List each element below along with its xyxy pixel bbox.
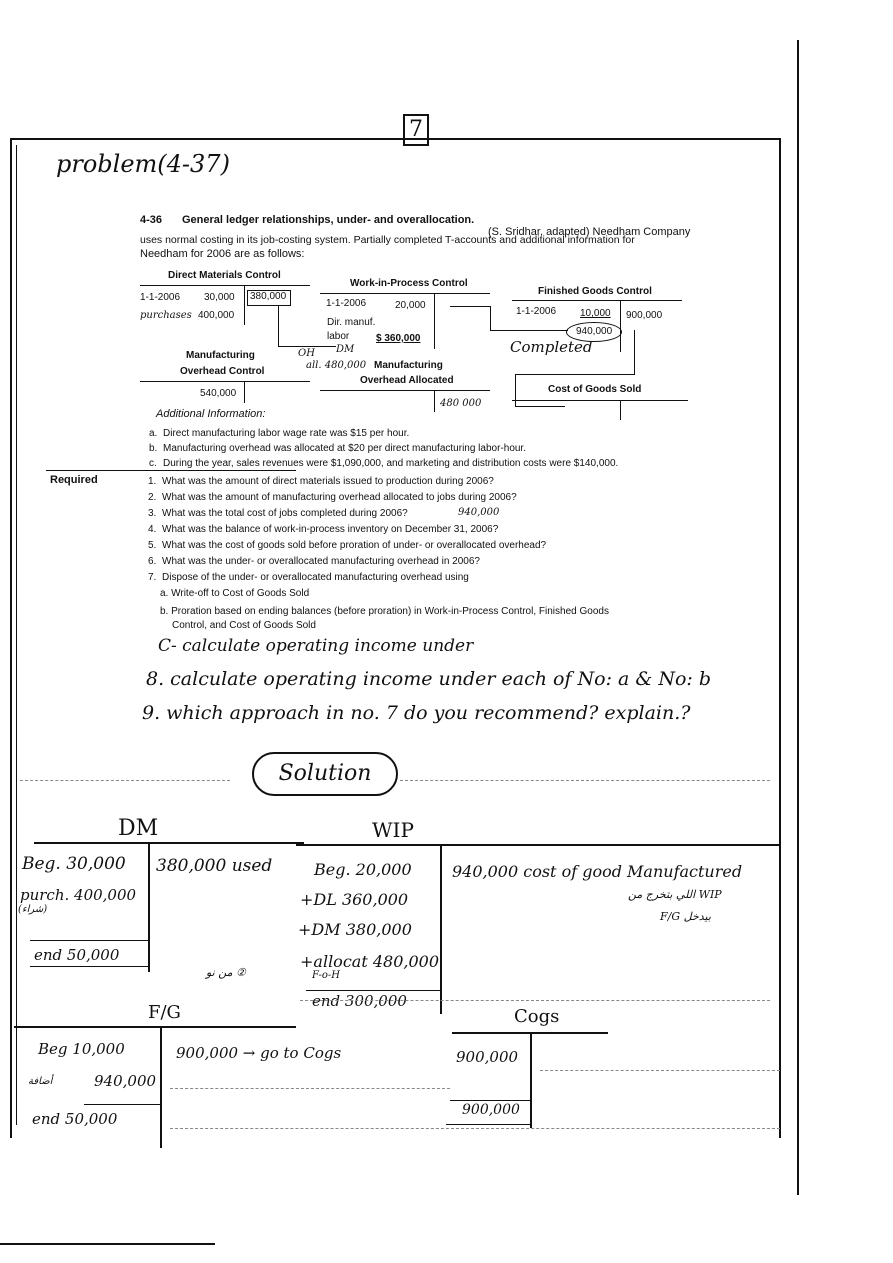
moh-allocated-title2: Overhead Allocated	[360, 375, 454, 386]
wip-to-fg-arrow-v	[490, 306, 491, 330]
dm-purchases-value: 400,000	[198, 310, 235, 321]
sol-cogs-t-stem	[530, 1034, 532, 1128]
sol-cogs-value: 900,000	[456, 1048, 519, 1066]
noise-line	[300, 1000, 770, 1001]
required-1-num: 1.	[148, 476, 157, 487]
sol-wip-arabic2: F/G بيدخل	[660, 910, 711, 923]
required-5: What was the cost of goods sold before proration of under- or overallocated overhead?	[162, 540, 547, 551]
page-number: 7	[403, 114, 429, 146]
dm-credit-value: 380,000	[250, 291, 287, 302]
required-hand-8: 8. calculate operating income under each of No: a & No: b	[146, 668, 712, 690]
problem-number: 4-36	[140, 214, 163, 226]
required-3-num: 3.	[148, 508, 157, 519]
dm-to-wip-arrow	[278, 306, 279, 346]
fg-completed-value: 940,000	[576, 326, 613, 337]
noise-line	[170, 1088, 450, 1089]
dm-beg-value: 30,000	[204, 292, 235, 303]
problem-title: problem(4-37)	[56, 150, 230, 178]
required-hand-c: C- calculate operating income under	[158, 636, 474, 656]
sol-fg-end: end 50,000	[32, 1110, 118, 1128]
sol-cogs-total: 900,000	[462, 1102, 520, 1118]
sol-cogs-sum-line	[450, 1100, 530, 1101]
wip-dl-label: Dir. manuf.	[327, 317, 376, 328]
moh-control-t-top	[140, 381, 310, 382]
moh-control-t-stem	[244, 381, 245, 403]
sol-wip-end: end 300,000	[312, 992, 407, 1010]
problem-heading-tail: (S. Sridhar, adapted) Needham Company	[488, 226, 691, 238]
noise-line	[170, 1128, 780, 1129]
page-right-edge	[797, 40, 799, 1195]
additional-item-a-letter: a.	[149, 428, 158, 439]
page-left-rule-2	[16, 145, 17, 1125]
wip-account-title: Work-in-Process Control	[350, 278, 468, 289]
required-rule	[46, 470, 296, 471]
sol-fg-beg: Beg 10,000	[38, 1040, 125, 1058]
dm-beg-label: 1-1-2006	[140, 292, 181, 303]
required-2: What was the amount of manufacturing overhead allocated to jobs during 2006?	[162, 492, 517, 503]
wip-alloc-note: all. 480,000	[306, 360, 367, 371]
sol-cogs-total-line	[446, 1124, 530, 1125]
required-1: What was the amount of direct materials issued to production during 2006?	[162, 476, 494, 487]
sol-wip-alloc: +allocat 480,000	[300, 952, 439, 971]
additional-item-c-letter: c.	[149, 458, 157, 469]
sol-wip-t-stem	[440, 844, 442, 1014]
additional-item-b: Manufacturing overhead was allocated at $20 per direct manufacturing labor-hour.	[163, 443, 526, 454]
required-7b-line2: Control, and Cost of Goods Sold	[172, 620, 316, 631]
sol-dm-title: DM	[118, 816, 159, 841]
sol-wip-foh: F-o-H	[312, 970, 340, 981]
noise-line	[20, 780, 230, 781]
required-hand-9: 9. which approach in no. 7 do you recommend? explain.?	[142, 702, 691, 724]
solution-title: Solution	[252, 752, 398, 796]
sol-dm-sum-line	[30, 940, 148, 941]
sol-wip-dm: +DM 380,000	[298, 920, 412, 939]
required-6: What was the under- or overallocated manufacturing overhead in 2006?	[162, 556, 480, 567]
moh-control-title2: Overhead Control	[180, 366, 265, 377]
sol-dm-arabic: (شراء)	[18, 904, 48, 915]
required-7-num: 7.	[148, 572, 157, 583]
noise-line	[400, 780, 770, 781]
sol-dm-end: end 50,000	[34, 946, 120, 964]
problem-intro-line2: uses normal costing in its job-costing system. Partially completed T-accounts and additional information for	[140, 234, 635, 246]
fg-account-title: Finished Goods Control	[538, 286, 652, 297]
problem-intro-line3: Needham for 2006 are as follows:	[140, 248, 305, 260]
required-7b-line1: b. Proration based on ending balances (before proration) in Work-in-Process Control, Finished Goods	[160, 606, 609, 617]
wip-oh-note: OH	[298, 348, 315, 359]
additional-item-b-letter: b.	[149, 443, 158, 454]
fg-credit-value: 900,000	[626, 310, 663, 321]
fg-to-cogs-arrow	[634, 330, 635, 374]
cogs-t-top	[512, 400, 688, 401]
dm-credit-boxed	[247, 290, 291, 306]
moh-allocated-t-stem	[434, 390, 435, 412]
fg-to-cogs-arrow-h2	[515, 406, 565, 407]
moh-control-title1: Manufacturing	[186, 350, 255, 361]
sol-dm-t-stem	[148, 842, 150, 972]
wip-t-stem	[434, 293, 435, 349]
required-5-num: 5.	[148, 540, 157, 551]
sol-wip-cogm: 940,000 cost of good Manufactured	[452, 862, 743, 881]
dm-t-stem	[244, 285, 245, 325]
moh-control-value: 540,000	[200, 388, 237, 399]
page-right-rule	[779, 138, 781, 1138]
page-top-rule	[10, 138, 780, 140]
sol-wip-sum-line	[306, 990, 440, 991]
sol-dm-used: 380,000 used	[156, 856, 273, 876]
problem-heading: General ledger relationships, under- and overallocation.	[182, 214, 475, 226]
fg-to-cogs-arrow-h	[515, 374, 635, 375]
wip-labor-label: labor	[327, 331, 350, 342]
sol-fg-title: F/G	[148, 1002, 181, 1023]
required-4: What was the balance of work-in-process inventory on December 31, 2006?	[162, 524, 499, 535]
wip-beg-value: 20,000	[395, 300, 426, 311]
moh-allocated-t-top	[320, 390, 490, 391]
dm-to-wip-arrow-h	[278, 346, 336, 347]
fg-completed-note: Completed	[510, 338, 593, 356]
cogs-account-title: Cost of Goods Sold	[548, 384, 642, 395]
sol-fg-add: 940,000	[94, 1072, 157, 1090]
page-left-rule	[10, 138, 12, 1138]
wip-beg-label: 1-1-2006	[326, 298, 367, 309]
sol-dm-t-top	[34, 842, 304, 844]
sol-wip-title: WIP	[372, 818, 414, 842]
sol-dm-beg: Beg. 30,000	[22, 854, 126, 874]
sol-wip-note: من نو ②	[206, 966, 246, 979]
fg-t-stem	[620, 300, 621, 352]
wip-to-fg-arrow-h2	[490, 330, 568, 331]
wip-labor-value: $ 360,000	[376, 333, 421, 344]
required-2-num: 2.	[148, 492, 157, 503]
sol-wip-dl: +DL 360,000	[300, 890, 409, 909]
additional-heading: Additional Information:	[156, 408, 266, 420]
required-7: Dispose of the under- or overallocated manufacturing overhead using	[162, 572, 469, 583]
wip-to-fg-arrow-h	[450, 306, 490, 307]
cogs-t-stem	[620, 400, 621, 420]
required-3-answer: 940,000	[458, 507, 500, 518]
required-3: What was the total cost of jobs completed during 2006?	[162, 508, 408, 519]
fg-beg-label: 1-1-2006	[516, 306, 557, 317]
additional-item-c: During the year, sales revenues were $1,090,000, and marketing and distribution costs were $140,000.	[163, 458, 619, 469]
sol-fg-add-label: أضافة	[28, 1076, 53, 1087]
wip-dm-note: DM	[336, 344, 355, 355]
dm-account-title: Direct Materials Control	[168, 270, 281, 281]
fg-t-top	[512, 300, 682, 301]
moh-allocated-title1: Manufacturing	[374, 360, 443, 371]
sol-fg-out: 900,000 → go to Cogs	[176, 1044, 342, 1062]
required-label: Required	[50, 474, 98, 486]
page-bottom-rule	[0, 1243, 215, 1245]
sol-wip-arabic1: اللي بتخرج من WIP	[628, 888, 722, 901]
additional-item-a: Direct manufacturing labor wage rate was $15 per hour.	[163, 428, 410, 439]
sol-fg-t-stem	[160, 1026, 162, 1148]
moh-allocated-value: 480 000	[440, 398, 482, 409]
sol-dm-purch: purch. 400,000	[20, 886, 137, 904]
fg-beg-value: 10,000	[580, 308, 611, 319]
sol-wip-beg: Beg. 20,000	[314, 860, 412, 879]
sol-fg-sum-line	[84, 1104, 160, 1105]
dm-purchases-label: purchases	[140, 310, 192, 321]
noise-line	[540, 1070, 780, 1071]
sol-cogs-title: Cogs	[514, 1006, 560, 1027]
required-4-num: 4.	[148, 524, 157, 535]
required-7a: a. Write-off to Cost of Goods Sold	[160, 588, 310, 599]
sol-wip-t-top	[296, 844, 780, 846]
sol-fg-t-top	[14, 1026, 296, 1028]
fg-to-cogs-arrow-v	[515, 374, 516, 406]
dm-t-top	[140, 285, 310, 286]
wip-t-top	[320, 293, 490, 294]
required-6-num: 6.	[148, 556, 157, 567]
sol-dm-end-box	[30, 966, 150, 967]
